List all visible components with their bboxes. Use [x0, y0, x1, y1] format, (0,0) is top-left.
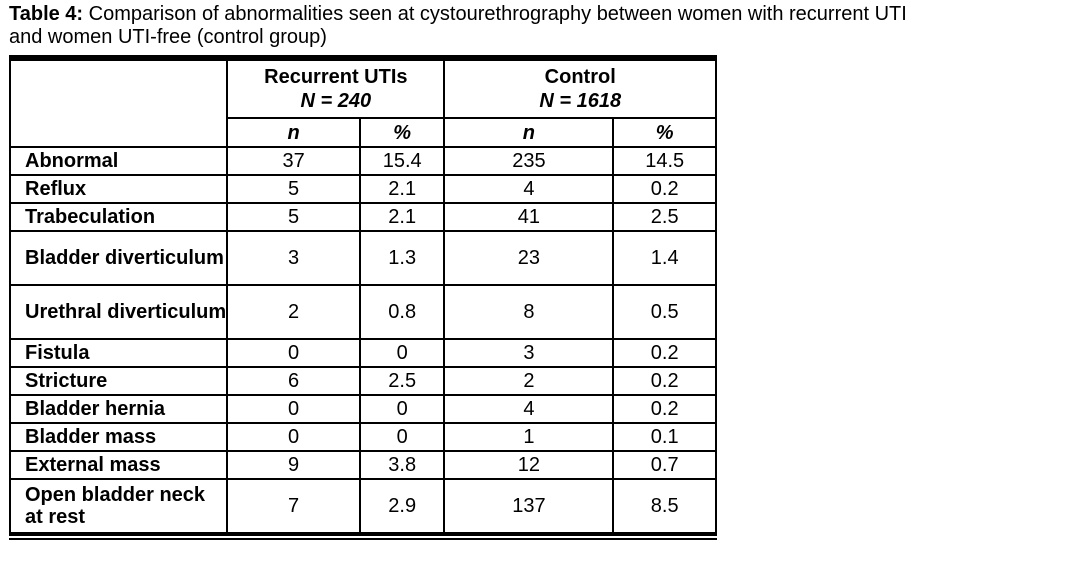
table-cell: 2: [444, 367, 613, 395]
table-bottom-thin-rule: [9, 538, 717, 540]
row-label: Abnormal: [10, 147, 227, 175]
row-label: Bladder hernia: [10, 395, 227, 423]
table-caption: [9, 3, 1077, 49]
table-cell: 0: [227, 395, 360, 423]
table-cell: 41: [444, 203, 613, 231]
table-row: [10, 147, 716, 175]
table-cell: 0: [227, 339, 360, 367]
table-cell: 6: [227, 367, 360, 395]
table-cell: 37: [227, 147, 360, 175]
row-label: External mass: [10, 451, 227, 479]
table-cell: 5: [227, 203, 360, 231]
table-cell: 0.2: [613, 175, 716, 203]
table-row: [10, 423, 716, 451]
table-cell: 8: [444, 285, 613, 339]
table-cell: 15.4: [360, 147, 444, 175]
table-row: [10, 203, 716, 231]
row-label: Stricture: [10, 367, 227, 395]
table-cell: 23: [444, 231, 613, 285]
table-cell: 5: [227, 175, 360, 203]
table-cell: 0.8: [360, 285, 444, 339]
table-cell: 1: [444, 423, 613, 451]
table-row: [10, 231, 716, 285]
table-cell: 4: [444, 175, 613, 203]
table-cell: 3.8: [360, 451, 444, 479]
group-n: N = 1618: [539, 90, 622, 112]
table-cell: 4: [444, 395, 613, 423]
table-row: [10, 285, 716, 339]
table-cell: 2.9: [360, 479, 444, 532]
table-cell: 2.1: [360, 175, 444, 203]
table-cell: 2.5: [613, 203, 716, 231]
table-cell: 2: [227, 285, 360, 339]
row-label: Urethral diverticulum: [10, 285, 227, 339]
caption-text-1: Comparison of abnormalities seen at cystourethrography between women with recurrent UTI: [83, 3, 907, 25]
table-cell: 0.2: [613, 367, 716, 395]
table-cell: 235: [444, 147, 613, 175]
header-group-recurrent: [227, 60, 444, 118]
subheader-cell: n: [444, 118, 613, 147]
table-cell: 0.7: [613, 451, 716, 479]
table-cell: 0: [227, 423, 360, 451]
table-cell: 3: [444, 339, 613, 367]
table-cell: 0.2: [613, 339, 716, 367]
row-label: Reflux: [10, 175, 227, 203]
table-cell: 1.4: [613, 231, 716, 285]
table-cell: 14.5: [613, 147, 716, 175]
table-cell: 0: [360, 339, 444, 367]
table-cell: 9: [227, 451, 360, 479]
row-label: Open bladder neck at rest: [10, 479, 227, 532]
subheader-cell: %: [613, 118, 716, 147]
header-group-control: [444, 60, 716, 118]
table-cell: 2.1: [360, 203, 444, 231]
subheader-cell: %: [360, 118, 444, 147]
group-title: Control: [544, 66, 616, 88]
table-cell: 0.1: [613, 423, 716, 451]
caption-label: Table 4:: [9, 3, 84, 25]
table-cell: 3: [227, 231, 360, 285]
table-row: [10, 479, 716, 532]
group-title: Recurrent UTIs: [264, 66, 408, 88]
row-label: Trabeculation: [10, 203, 227, 231]
caption-line-1: [9, 3, 1077, 26]
table-cell: 0: [360, 395, 444, 423]
table-row: [10, 339, 716, 367]
row-label: Bladder diverticulum: [10, 231, 227, 285]
table-cell: 12: [444, 451, 613, 479]
table-cell: 0.5: [613, 285, 716, 339]
table-body: [10, 147, 716, 532]
table-row: [10, 367, 716, 395]
row-label: Bladder mass: [10, 423, 227, 451]
header-empty-cell: [10, 60, 227, 147]
table-row: [10, 451, 716, 479]
table-cell: 0: [360, 423, 444, 451]
row-label: Fistula: [10, 339, 227, 367]
table-cell: 137: [444, 479, 613, 532]
table-row: [10, 395, 716, 423]
abnormalities-table: [9, 59, 717, 532]
table-cell: 0.2: [613, 395, 716, 423]
table-cell: 7: [227, 479, 360, 532]
table-row: [10, 175, 716, 203]
caption-text-2: and women UTI-free (control group): [9, 26, 327, 48]
table-cell: 8.5: [613, 479, 716, 532]
table-container: [9, 55, 717, 540]
subheader-cell: n: [227, 118, 360, 147]
table-cell: 2.5: [360, 367, 444, 395]
group-n: N = 240: [300, 90, 372, 112]
table-cell: 1.3: [360, 231, 444, 285]
